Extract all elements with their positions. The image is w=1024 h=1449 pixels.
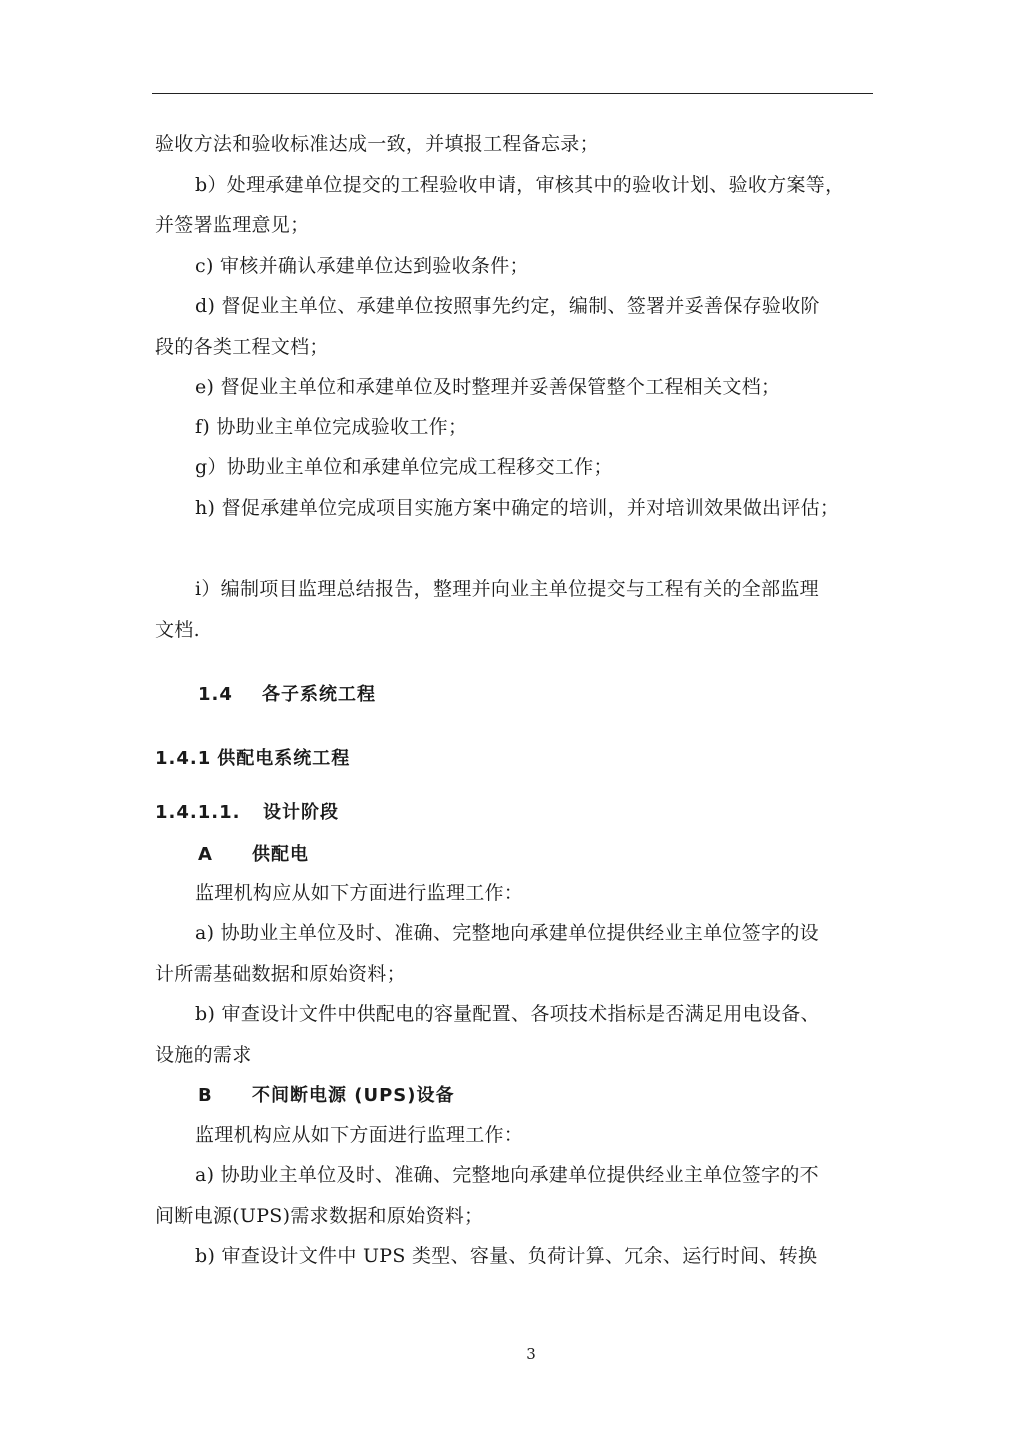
- body-line: g）协助业主单位和承建单位完成工程移交工作；: [195, 456, 613, 478]
- subsection-heading-a: [198, 843, 309, 867]
- page-number: 3: [526, 1345, 536, 1363]
- body-line: h) 督促承建单位完成项目实施方案中确定的培训，并对培训效果做出评估；: [195, 497, 840, 519]
- subsection-heading-b: [198, 1084, 455, 1108]
- body-line: b）处理承建单位提交的工程验收申请，审核其中的验收计划、验收方案等，: [195, 174, 845, 196]
- section-number: 1.4.1: [155, 748, 212, 769]
- subsection-title: 供配电: [252, 844, 309, 865]
- body-line: 间断电源(UPS)需求数据和原始资料；: [155, 1205, 484, 1227]
- section-number: 1.4.1.1.: [155, 802, 241, 823]
- body-line: c) 审核并确认承建单位达到验收条件；: [195, 255, 529, 277]
- section-heading-1-4-1-1: [155, 801, 339, 825]
- body-line: 设施的需求: [155, 1044, 252, 1066]
- body-line: d) 督促业主单位、承建单位按照事先约定，编制、签署并妥善保存验收阶: [195, 295, 820, 317]
- subsection-letter: B: [198, 1085, 213, 1106]
- section-title: 设计阶段: [263, 802, 339, 823]
- body-line: 监理机构应从如下方面进行监理工作：: [195, 882, 524, 904]
- body-line: i）编制项目监理总结报告，整理并向业主单位提交与工程有关的全部监理: [195, 578, 819, 600]
- body-line: 计所需基础数据和原始资料；: [155, 963, 406, 985]
- body-line: 文档.: [155, 619, 200, 641]
- body-line: 监理机构应从如下方面进行监理工作：: [195, 1124, 524, 1146]
- body-line: 并签署监理意见；: [155, 214, 310, 236]
- section-title: 供配电系统工程: [217, 748, 351, 769]
- body-line: b) 审查设计文件中 UPS 类型、容量、负荷计算、冗余、运行时间、转换: [195, 1245, 818, 1267]
- section-number: 1.4: [198, 684, 233, 705]
- body-line: a) 协助业主单位及时、准确、完整地向承建单位提供经业主单位签字的不: [195, 1164, 819, 1186]
- body-line: f) 协助业主单位完成验收工作；: [195, 416, 468, 438]
- subsection-letter: A: [198, 844, 213, 865]
- section-title: 各子系统工程: [262, 684, 376, 705]
- header-rule: [152, 93, 873, 94]
- body-line: a) 协助业主单位及时、准确、完整地向承建单位提供经业主单位签字的设: [195, 922, 819, 944]
- section-heading-1-4-1: [155, 747, 350, 771]
- subsection-title: 不间断电源 (UPS)设备: [252, 1085, 455, 1106]
- body-line: b) 审查设计文件中供配电的容量配置、各项技术指标是否满足用电设备、: [195, 1003, 820, 1025]
- body-line: e) 督促业主单位和承建单位及时整理并妥善保管整个工程相关文档；: [195, 376, 781, 398]
- body-line: 段的各类工程文档；: [155, 336, 329, 358]
- section-heading-1-4: [198, 683, 376, 707]
- body-line: 验收方法和验收标准达成一致，并填报工程备忘录；: [155, 133, 599, 155]
